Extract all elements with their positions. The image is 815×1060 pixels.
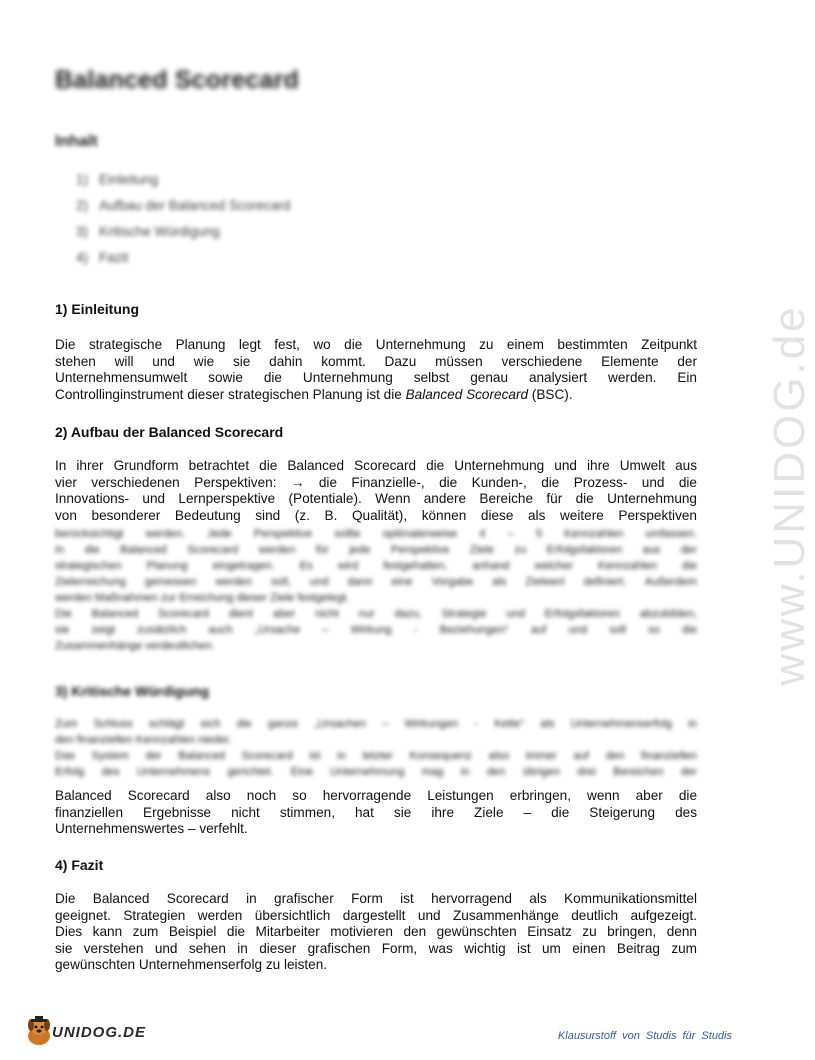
dog-icon — [22, 1014, 56, 1048]
section-heading-aufbau: 2) Aufbau der Balanced Scorecard — [55, 424, 284, 440]
footer-claim: Klausurstoff von Studis für Studis — [557, 1030, 732, 1042]
toc-item: 4) Fazit — [76, 250, 129, 265]
paragraph-kritik-blurred: Zum Schluss schlägt sich die ganze „Ursachen – Wirkungen - Kette“ als Unternehmenserfolg in den finanziellen Kennzahlen nieder. Das System der Balanced Scorecard ist in letzter Konsequenz also immer auf den finanziellen Erfolg des Unternehmens gerichtet. Eine Unternehmung mag in den übrigen drei Bereichen der — [55, 718, 697, 778]
toc-item: 1) Einleitung — [76, 172, 159, 187]
table-of-contents — [76, 170, 290, 274]
paragraph-einleitung: Die strategische Planung legt fest, wo die Unternehmung zu einem bestimmten Zeitpunkt stehen will und wie sie dahin kommt. Dazu müssen verschiedene Elemente der Unternehmensumwelt sowie die Unternehmung selbst genau analysiert werden. Ein Controllinginstrument dieser strategischen Planung ist die Balanced Scorecard (BSC). — [55, 337, 697, 402]
watermark: www.UNIDOG.de — [765, 304, 814, 686]
logo-text: UNIDOG.DE — [52, 1024, 147, 1041]
document-title: Balanced Scorecard — [55, 66, 299, 94]
paragraph-kritik: Balanced Scorecard also noch so hervorragende Leistungen erbringen, wenn aber die finanziellen Ergebnisse nicht stimmen, hat sie ihre Ziele – die Steigerung des Unternehmenswertes – verfehlt. — [55, 788, 697, 836]
toc-item: 3) Kritische Würdigung — [76, 224, 220, 239]
toc-heading: Inhalt — [55, 133, 98, 150]
section-heading-fazit: 4) Fazit — [55, 857, 104, 873]
paragraph-fazit: Die Balanced Scorecard in grafischer Form ist hervorragend als Kommunikationsmittel geeignet. Strategien werden übersichtlich dargestellt und Zusammenhänge deutlich aufgezeigt. Dies kann zum Beispiel die Mitarbeiter motivieren den gewünschten Einsatz zu bringen, denn sie verstehen und sehen in dieser grafischen Form, was wichtig ist um einen Beitrag zum gewünschten Unternehmenserfolg zu leisten. — [55, 891, 697, 972]
paragraph-aufbau-blurred: berücksichtigt werden. Jede Perspektive sollte optimalerweise 4 – 5 Kennzahlen umfassen. In die Balanced Scorecard werden für jede Perspektive Ziele zu Erfolgsfaktoren aus der strategischen Planung eingetragen. Es wird festgehalten, anhand welcher Kennzahlen die Zielerreichung gemessen werden soll, und dann eine Vorgabe als Zielwert definiert. Außerdem werden Maßnahmen zur Erreichung dieser Ziele festgelegt. Die Balanced Scorecard dient aber nicht nur dazu, Strategie und Erfolgsfaktoren abzubilden, sie zeigt zusätzlich auch „Ursache – Wirkung - Beziehungen“ auf und soll so die Zusammenhänge verdeutlichen. — [55, 528, 697, 652]
section-heading-kritik: 3) Kritische Würdigung — [55, 683, 209, 699]
paragraph-aufbau: In ihrer Grundform betrachtet die Balanced Scorecard die Unternehmung und ihre Umwelt aus vier verschiedenen Perspektiven: → die Finanzielle-, die Kunden-, die Prozess- und die Innovations- und Lernperspektive (Potentiale). Wenn andere Bereiche für die Unternehmung von besonderer Bedeutung sind (z. B. Qualität), können diese als weitere Perspektiven — [55, 458, 697, 523]
section-heading-einleitung: 1) Einleitung — [55, 301, 139, 317]
toc-item: 2) Aufbau der Balanced Scorecard — [76, 198, 291, 213]
unidog-logo — [22, 1014, 172, 1048]
